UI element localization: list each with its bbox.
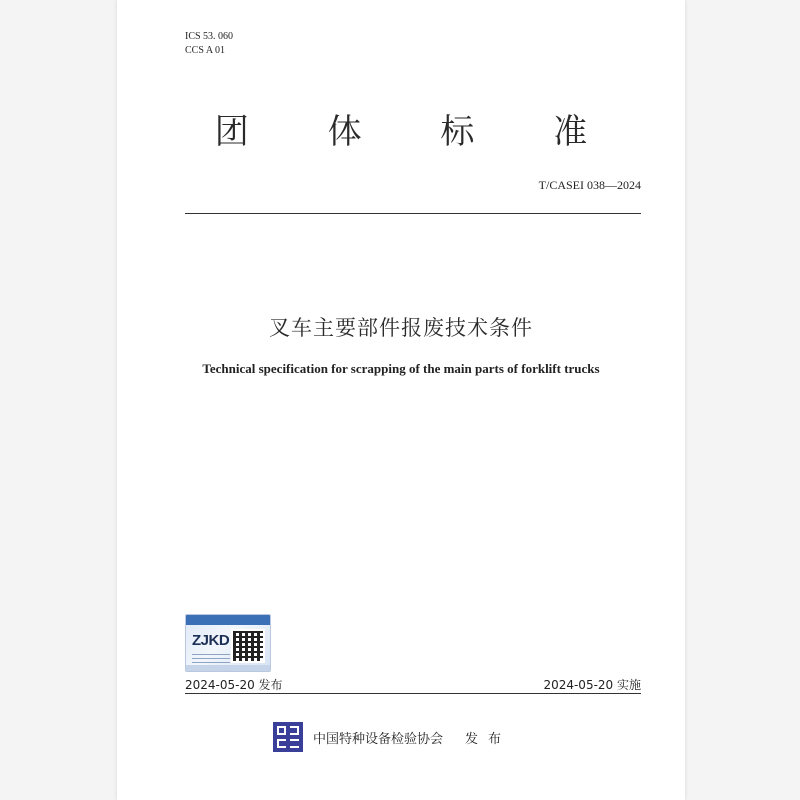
chinese-title: 叉车主要部件报废技术条件 (269, 316, 533, 340)
qr-code-icon (231, 629, 265, 663)
classification-codes (185, 30, 233, 58)
top-divider (185, 213, 641, 214)
ccs-code: CCS A 01 (185, 45, 226, 56)
issuer-name: 中国特种设备检验协会 (313, 731, 444, 747)
ics-code: ICS 53. 060 (185, 31, 234, 42)
sticker-footer-band (186, 665, 270, 671)
sticker-logo: ZJKD (192, 632, 230, 649)
bottom-divider (185, 693, 641, 694)
issuer-block (273, 722, 511, 752)
english-title: Technical specification for scrapping of the main parts of forklift trucks (202, 361, 600, 376)
standard-cover-page (117, 0, 685, 800)
sticker-header-band (186, 615, 270, 625)
sticker-fine-print (192, 653, 230, 663)
publish-date: 2024-05-20 发布 (185, 678, 283, 692)
implement-date: 2024-05-20 实施 (543, 678, 641, 692)
issuer-action: 发布 (465, 731, 512, 747)
standard-category-heading: 团 体 标 准 (214, 112, 622, 152)
casei-logo-icon (273, 722, 303, 752)
standard-number: T/CASEI 038—2024 (538, 178, 641, 192)
anti-counterfeit-sticker (185, 614, 271, 672)
